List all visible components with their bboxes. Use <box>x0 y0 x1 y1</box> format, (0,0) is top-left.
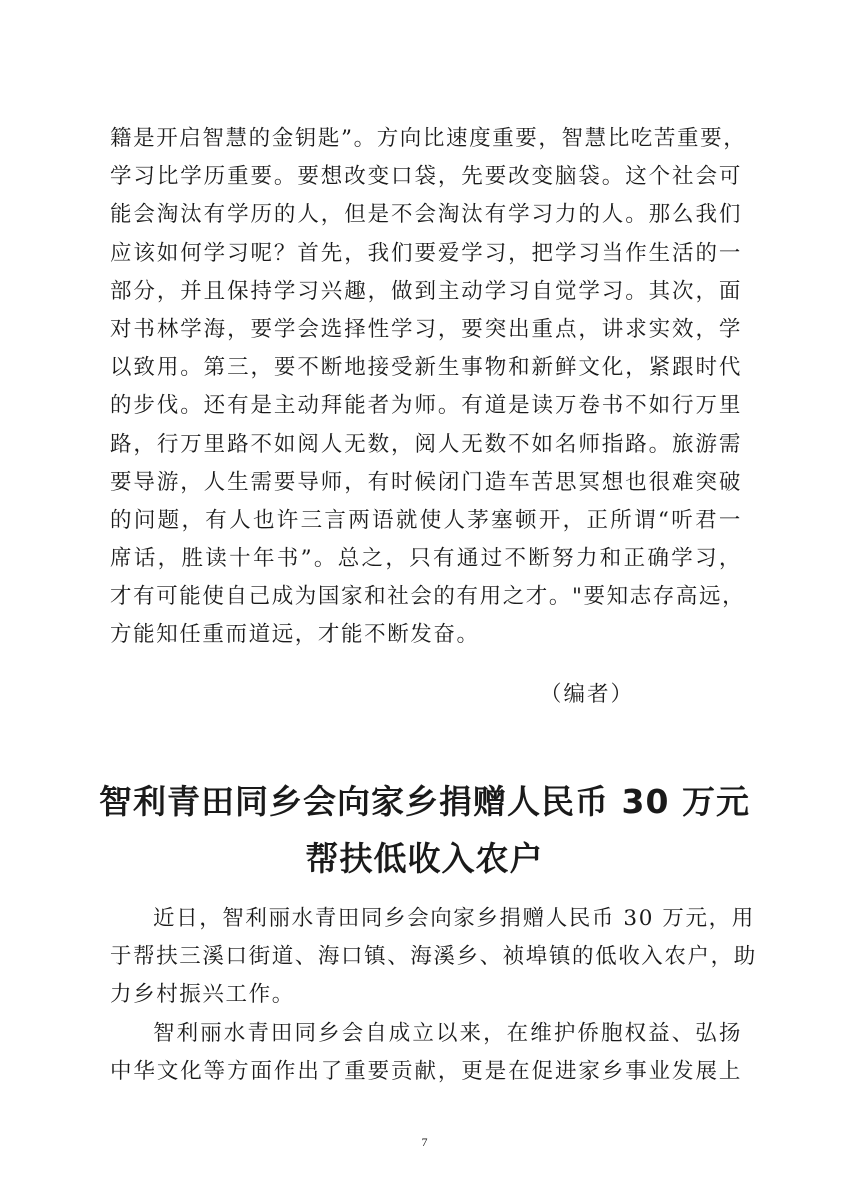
text-line: 智利丽水青田同乡会自成立以来，在维护侨胞权益、弘扬 <box>153 1021 742 1046</box>
article-2-paragraph-2 <box>110 1015 742 1091</box>
editor-signature: （编者） <box>540 682 635 707</box>
article-2-title-line-2: 帮扶低收入农户 <box>305 839 544 878</box>
text-line: 的问题，有人也许三言两语就使人茅塞顿开，正所谓“听君一 <box>110 507 742 533</box>
text-line: 以致用。第三，要不断地接受新生事物和新鲜文化，紧跟时代 <box>110 355 742 381</box>
text-line: 能会淘汰有学历的人，但是不会淘汰有学习力的人。那么我们 <box>110 202 742 228</box>
text-line: 对书林学海，要学会选择性学习，要突出重点，讲求实效，学 <box>110 316 742 342</box>
text-line: 近日，智利丽水青田同乡会向家乡捐赠人民币 30 万元，用 <box>153 906 755 931</box>
article-1-paragraph <box>110 120 747 655</box>
text-line: 于帮扶三溪口街道、海口镇、海溪乡、祯埠镇的低收入农户，助 <box>110 944 757 970</box>
page-number: 7 <box>421 1135 428 1149</box>
text-line: 应该如何学习呢？首先，我们要爱学习，把学习当作生活的一 <box>110 240 742 266</box>
article-2-paragraph-1 <box>110 900 757 1015</box>
text-line: 部分，并且保持学习兴趣，做到主动学习自觉学习。其次，面 <box>110 278 742 304</box>
text-line: 要导游，人生需要导师，有时候闭门造车苦思冥想也很难突破 <box>110 469 742 495</box>
text-line: 学习比学历重要。要想改变口袋，先要改变脑袋。这个社会可 <box>110 164 742 190</box>
text-line: 的步伐。还有是主动拜能者为师。有道是读万卷书不如行万里 <box>110 393 742 419</box>
text-line: 席话，胜读十年书”。总之，只有通过不断努力和正确学习， <box>110 546 742 572</box>
text-line: 方能知任重而道远，才能不断发奋。 <box>110 622 480 648</box>
text-line: 力乡村振兴工作。 <box>110 982 295 1008</box>
text-line: 路，行万里路不如阅人无数，阅人无数不如名师指路。旅游需 <box>110 431 742 457</box>
text-line: 籍是开启智慧的金钥匙”。方向比速度重要，智慧比吃苦重要， <box>110 126 747 151</box>
article-2-title-line-1: 智利青田同乡会向家乡捐赠人民币 30 万元 <box>99 782 750 821</box>
text-line: 中华文化等方面作出了重要贡献，更是在促进家乡事业发展上 <box>110 1059 742 1085</box>
text-line: 才有可能使自己成为国家和社会的有用之才。"要知志存高远， <box>110 584 746 610</box>
